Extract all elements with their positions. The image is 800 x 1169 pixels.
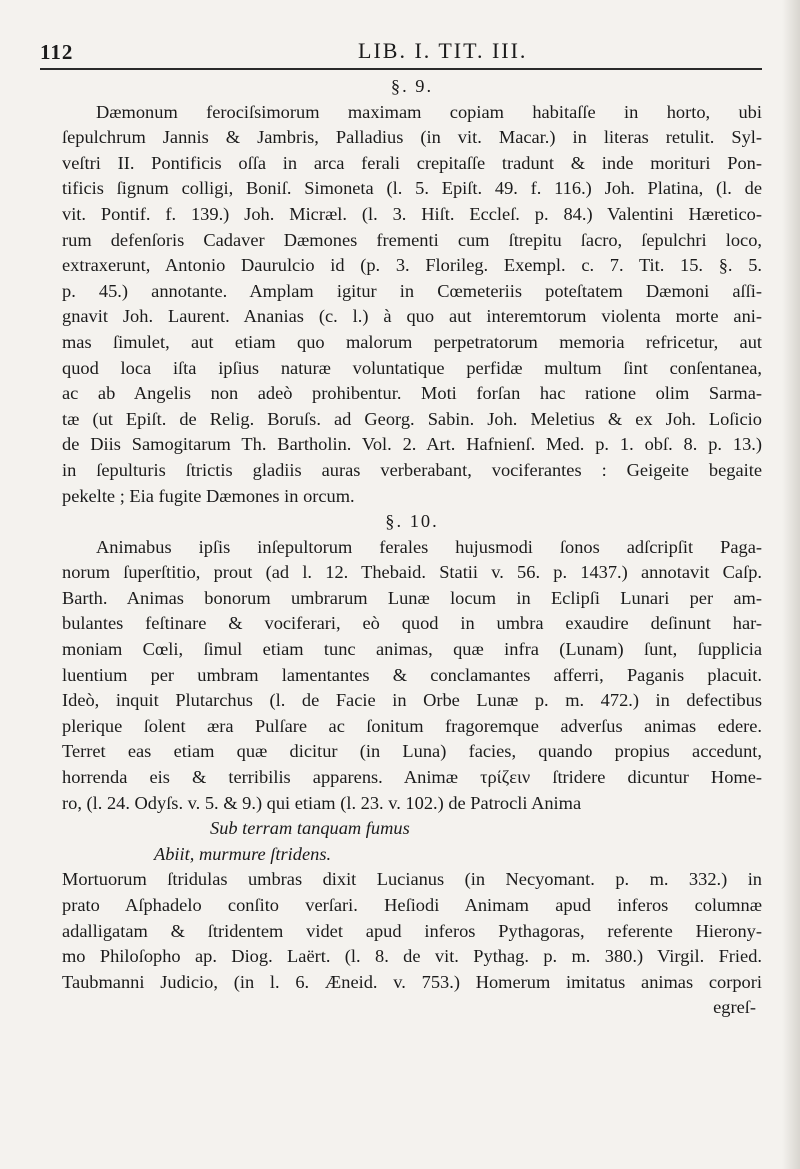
text-line: tæ (ut Epiſt. de Relig. Boruſs. ad Georg. Sabin. Joh. Meletius & ex Joh. Loſicio (62, 408, 762, 429)
text-line: Taubmanni Judicio, (in l. 6. Æneid. v. 753.) Homerum imitatus animas corpori (62, 971, 762, 992)
text-line: ro, (l. 24. Odyſs. v. 5. & 9.) qui etiam (l. 23. v. 102.) de Patrocli Anima (62, 792, 582, 813)
text-line: adalligatam & ſtridentem videt apud inferos Pythagoras, referente Hierony- (62, 920, 762, 941)
text-line: horrenda eis & terribilis apparens. Animæ τρίζειν ſtridere dicuntur Home- (62, 767, 762, 788)
running-head (40, 38, 762, 66)
text-line: quod loca iſta ipſius naturæ voluntatique perfidæ multum ſint conſentanea, (62, 357, 762, 378)
text-line: bulantes feſtinare & vociferari, eò quod in umbra exaudire deſinunt har- (62, 613, 762, 634)
text-line: gnavit Joh. Laurent. Ananias (c. l.) à quo aut interemtorum violenta morte ani- (62, 306, 762, 327)
section-10-heading: §. 10. (385, 511, 439, 532)
text-line: norum ſuperſtitio, prout (ad l. 12. Thebaid. Statii v. 56. p. 1437.) annotavit Caſp. (62, 562, 762, 583)
text-line: in ſepulturis ſtrictis gladiis auras verberabant, vociferantes : Geigeite begaite (62, 459, 762, 480)
catchword: egreſ- (713, 997, 756, 1018)
text-line: moniam Cœli, ſimul etiam tunc animas, quæ infra (Lunam) ſunt, ſupplicia (62, 639, 762, 660)
page-text (62, 74, 762, 1021)
page-edge-shadow (782, 0, 800, 1169)
text-line: Ideò, inquit Plutarchus (l. de Facie in Orbe Lunæ p. m. 472.) in defectibus (62, 690, 762, 711)
section-9-heading: §. 9. (390, 76, 434, 96)
text-line: Barth. Animas bonorum umbrarum Lunæ locum in Eclipſi Lunari per am- (62, 587, 762, 608)
text-line: vit. Pontif. f. 139.) Joh. Micræl. (l. 3. Hiſt. Eccleſ. p. 84.) Valentini Hæretico- (62, 203, 762, 224)
text-line: ſepulchrum Jannis & Jambris, Palladius (in vit. Macar.) in literas retulit. Syl- (62, 127, 762, 148)
text-line: Animabus ipſis inſepultorum ferales hujusmodi ſonos adſcripſit Paga- (96, 536, 762, 557)
verse-line (62, 842, 762, 868)
page-number: 112 (40, 40, 74, 64)
text-line: ac ab Angelis non adeò prohibentur. Moti forſan hac ratione olim Sarma- (62, 383, 762, 404)
text-line: luentium per umbram lamentantes & conclamantes afferri, Paganis placuit. (62, 664, 762, 685)
text-line: plerique ſolent æra Pulſare ac ſonitum fragoremque adverſus animas edere. (62, 715, 762, 736)
text-line: veſtri II. Pontificis oſſa in arca ferali crepitaſſe tradunt & inde morituri Pon- (62, 152, 762, 173)
text-line: mo Philoſopho ap. Diog. Laërt. (l. 8. de vit. Pythag. p. m. 380.) Virgil. Fried. (62, 946, 762, 967)
verse-text: Sub terram tanquam fumus (210, 818, 410, 839)
text-line: mas ſimulet, aut etiam quo malorum perpetratorum memoria refricetur, aut (62, 331, 762, 352)
verse-text: Abiit, murmure ſtridens. (154, 843, 332, 864)
text-line: Terret eas etiam quæ dicitur (in Luna) facies, quando propius accedunt, (62, 741, 762, 762)
text-line: prato Aſphadelo conſito verſari. Heſiodi Animam apud inferos columnæ (62, 895, 762, 915)
text-line: Mortuorum ſtridulas umbras dixit Lucianus (in Necyomant. p. m. 332.) in (62, 869, 762, 890)
verse-line (62, 816, 762, 842)
text-line: rum defenſoris Cadaver Dæmones frementi cum ſtrepitu ſacro, ſepulchri loco, (62, 229, 762, 250)
text-line: tificis ſignum colligi, Boniſ. Simoneta (l. 5. Epiſt. 49. f. 116.) Joh. Platina, (l. de (62, 178, 762, 199)
running-title: LIB. I. TIT. III. (358, 38, 528, 63)
text-line: Dæmonum ferociſsimorum maximam copiam habitaſſe in horto, ubi (96, 101, 762, 122)
text-line: p. 45.) annotante. Amplam igitur in Cœmeteriis poteſtatem Dæmoni aſſi- (62, 280, 762, 301)
text-line: de Diis Samogitarum Th. Bartholin. Vol. 2. Art. Hafnienſ. Med. p. 1. obſ. 8. p. 13.) (62, 434, 762, 455)
text-line: extraxerunt, Antonio Daurulcio id (p. 3. Florileg. Exempl. c. 7. Tit. 15. §. 5. (62, 255, 762, 276)
header-rule (40, 68, 762, 70)
text-line: pekelte ; Eia fugite Dæmones in orcum. (62, 485, 355, 506)
